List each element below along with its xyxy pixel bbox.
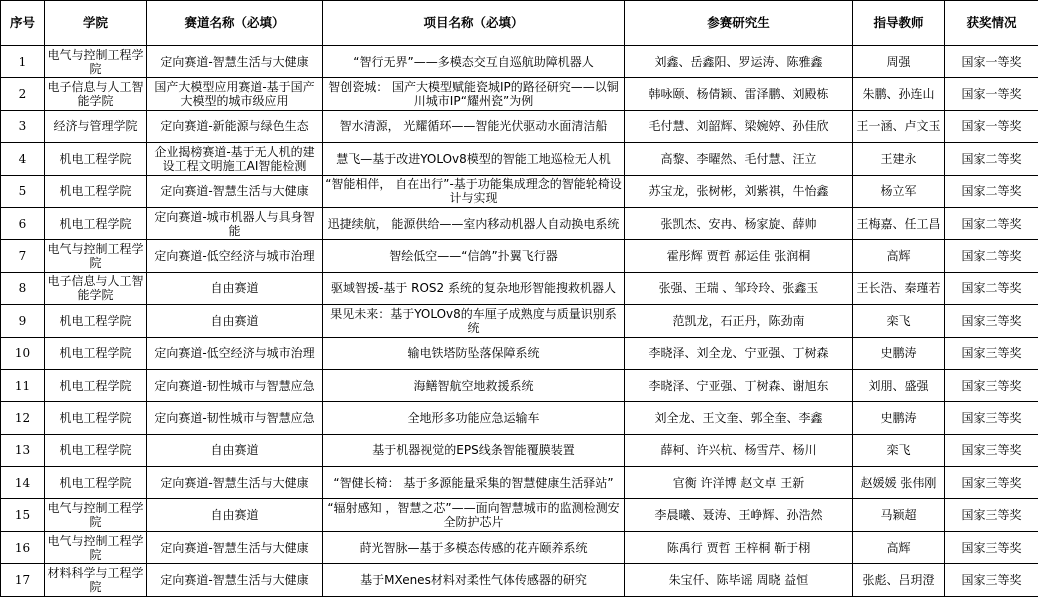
cell-project: 全地形多功能应急运输车 — [323, 402, 625, 434]
cell-track: 定向赛道-低空经济与城市治理 — [147, 337, 323, 369]
table-row — [1, 175, 1038, 207]
cell-award: 国家三等奖 — [945, 499, 1038, 531]
cell-project: 智绘低空——“信鸽”扑翼飞行器 — [323, 240, 625, 272]
cell-project: 驱域智援-基于 ROS2 系统的复杂地形智能搜救机器人 — [323, 272, 625, 304]
header-college: 学院 — [45, 1, 147, 46]
cell-advisor: 王建永 — [853, 143, 945, 175]
header-advisor: 指导教师 — [853, 1, 945, 46]
header-track: 赛道名称（必填） — [147, 1, 323, 46]
cell-track: 定向赛道-低空经济与城市治理 — [147, 240, 323, 272]
header-students: 参赛研究生 — [625, 1, 853, 46]
cell-no: 13 — [1, 434, 45, 466]
cell-no: 4 — [1, 143, 45, 175]
cell-no: 9 — [1, 305, 45, 337]
cell-project: 智水清源， 光耀循环——智能光伏驱动水面清洁船 — [323, 110, 625, 142]
cell-award: 国家三等奖 — [945, 531, 1038, 563]
cell-advisor: 赵媛媛 张伟刚 — [853, 467, 945, 499]
cell-advisor: 张彪、吕玥澄 — [853, 564, 945, 596]
cell-no: 5 — [1, 175, 45, 207]
cell-college: 机电工程学院 — [45, 434, 147, 466]
cell-college: 机电工程学院 — [45, 143, 147, 175]
cell-award: 国家三等奖 — [945, 564, 1038, 596]
cell-college: 电气与控制工程学院 — [45, 499, 147, 531]
cell-advisor: 王梅嘉、任工昌 — [853, 207, 945, 239]
cell-no: 11 — [1, 369, 45, 401]
cell-students: 张凯杰、安冉、杨家旋、薛帅 — [625, 207, 853, 239]
cell-award: 国家三等奖 — [945, 434, 1038, 466]
cell-award: 国家二等奖 — [945, 240, 1038, 272]
cell-award: 国家三等奖 — [945, 337, 1038, 369]
cell-track: 定向赛道-智慧生活与大健康 — [147, 564, 323, 596]
cell-advisor: 史鹏涛 — [853, 337, 945, 369]
cell-advisor: 杨立军 — [853, 175, 945, 207]
header-no: 序号 — [1, 1, 45, 46]
cell-no: 2 — [1, 78, 45, 110]
table-row — [1, 110, 1038, 142]
cell-advisor: 刘朋、盛强 — [853, 369, 945, 401]
cell-track: 定向赛道-智慧生活与大健康 — [147, 467, 323, 499]
cell-advisor: 周强 — [853, 46, 945, 78]
cell-project: “智行无界”——多模态交互自巡航助障机器人 — [323, 46, 625, 78]
cell-no: 12 — [1, 402, 45, 434]
cell-no: 7 — [1, 240, 45, 272]
table-row — [1, 46, 1038, 78]
cell-project: 海鳝智航空地救援系统 — [323, 369, 625, 401]
cell-track: 国产大模型应用赛道-基于国产大模型的城市级应用 — [147, 78, 323, 110]
cell-students: 李晨曦、聂涛、王峥辉、孙浩然 — [625, 499, 853, 531]
cell-no: 6 — [1, 207, 45, 239]
cell-award: 国家二等奖 — [945, 175, 1038, 207]
cell-students: 刘鑫、岳鑫阳、罗运涛、陈雅鑫 — [625, 46, 853, 78]
cell-students: 毛付慧、刘韶辉、梁婉婷、孙佳欣 — [625, 110, 853, 142]
cell-award: 国家一等奖 — [945, 78, 1038, 110]
header-award: 获奖情况 — [945, 1, 1038, 46]
cell-track: 定向赛道-智慧生活与大健康 — [147, 531, 323, 563]
cell-award: 国家一等奖 — [945, 46, 1038, 78]
table-row — [1, 402, 1038, 434]
table-row — [1, 499, 1038, 531]
cell-award: 国家一等奖 — [945, 110, 1038, 142]
cell-track: 自由赛道 — [147, 434, 323, 466]
cell-award: 国家二等奖 — [945, 143, 1038, 175]
cell-track: 自由赛道 — [147, 272, 323, 304]
cell-college: 电气与控制工程学院 — [45, 531, 147, 563]
cell-students: 张强、王瑞 、邹玲玲、张鑫玉 — [625, 272, 853, 304]
cell-no: 17 — [1, 564, 45, 596]
cell-students: 韩咏颐、杨倩颖、雷泽鹏、刘殿栋 — [625, 78, 853, 110]
cell-advisor: 高辉 — [853, 240, 945, 272]
cell-students: 薛柯、许兴杭、杨雪芹、杨川 — [625, 434, 853, 466]
cell-project: 果见未来：基于YOLOv8的车厘子成熟度与质量识别系统 — [323, 305, 625, 337]
table-row — [1, 467, 1038, 499]
cell-college: 机电工程学院 — [45, 369, 147, 401]
cell-no: 1 — [1, 46, 45, 78]
cell-college: 机电工程学院 — [45, 402, 147, 434]
cell-project: 迅捷续航， 能源供给——室内移动机器人自动换电系统 — [323, 207, 625, 239]
cell-students: 霍彤辉 贾哲 郝运佳 张润桐 — [625, 240, 853, 272]
cell-no: 8 — [1, 272, 45, 304]
cell-award: 国家三等奖 — [945, 369, 1038, 401]
cell-advisor: 栾飞 — [853, 305, 945, 337]
cell-track: 定向赛道-智慧生活与大健康 — [147, 175, 323, 207]
cell-college: 材料科学与工程学院 — [45, 564, 147, 596]
cell-college: 电子信息与人工智能学院 — [45, 272, 147, 304]
table-row — [1, 240, 1038, 272]
cell-award: 国家二等奖 — [945, 272, 1038, 304]
table-row — [1, 305, 1038, 337]
cell-advisor: 高辉 — [853, 531, 945, 563]
cell-track: 自由赛道 — [147, 499, 323, 531]
table-row — [1, 369, 1038, 401]
cell-advisor: 朱鹏、孙连山 — [853, 78, 945, 110]
cell-project: 输电铁塔防坠落保障系统 — [323, 337, 625, 369]
cell-track: 自由赛道 — [147, 305, 323, 337]
cell-no: 3 — [1, 110, 45, 142]
header-row — [1, 1, 1038, 46]
cell-project: 智创瓷城： 国产大模型赋能瓷城IP的路径研究——以铜川城市IP“耀州瓷”为例 — [323, 78, 625, 110]
cell-students: 李晓泽、宁亚强、丁树森、谢旭东 — [625, 369, 853, 401]
cell-track: 定向赛道-韧性城市与智慧应急 — [147, 369, 323, 401]
cell-no: 10 — [1, 337, 45, 369]
cell-college: 机电工程学院 — [45, 467, 147, 499]
cell-students: 苏宝龙，张树彬，刘紫祺，牛怡鑫 — [625, 175, 853, 207]
cell-college: 电气与控制工程学院 — [45, 46, 147, 78]
cell-students: 朱宝仟、陈毕谣 周晓 益恒 — [625, 564, 853, 596]
cell-award: 国家二等奖 — [945, 207, 1038, 239]
cell-students: 李晓泽、刘全龙、宁亚强、丁树森 — [625, 337, 853, 369]
cell-project: “智健长椅： 基于多源能量采集的智慧健康生活驿站” — [323, 467, 625, 499]
cell-college: 机电工程学院 — [45, 175, 147, 207]
cell-students: 官衡 许洋博 赵文卓 王新 — [625, 467, 853, 499]
cell-project: 基于机器视觉的EPS线条智能覆膜装置 — [323, 434, 625, 466]
table-row — [1, 78, 1038, 110]
cell-no: 14 — [1, 467, 45, 499]
table-row — [1, 531, 1038, 563]
cell-college: 机电工程学院 — [45, 337, 147, 369]
cell-project: 莳光智脉—基于多模态传感的花卉颐养系统 — [323, 531, 625, 563]
cell-college: 电子信息与人工智能学院 — [45, 78, 147, 110]
cell-project: “智能相伴， 自在出行”-基于功能集成理念的智能轮椅设计与实现 — [323, 175, 625, 207]
header-project: 项目名称（必填） — [323, 1, 625, 46]
cell-track: 企业揭榜赛道-基于无人机的建设工程文明施工AI智能检测 — [147, 143, 323, 175]
cell-advisor: 马颖超 — [853, 499, 945, 531]
cell-project: “辐射感知 ，智慧之芯”——面向智慧城市的监测检测安全防护芯片 — [323, 499, 625, 531]
cell-track: 定向赛道-韧性城市与智慧应急 — [147, 402, 323, 434]
cell-advisor: 栾飞 — [853, 434, 945, 466]
cell-project: 基于MXenes材料对柔性气体传感器的研究 — [323, 564, 625, 596]
table-body — [1, 46, 1038, 597]
cell-college: 电气与控制工程学院 — [45, 240, 147, 272]
cell-students: 陈禹行 贾哲 王梓桐 靳于栩 — [625, 531, 853, 563]
cell-students: 范凯龙，石正丹，陈劲南 — [625, 305, 853, 337]
cell-project: 慧飞—基于改进YOLOv8模型的智能工地巡检无人机 — [323, 143, 625, 175]
cell-college: 机电工程学院 — [45, 207, 147, 239]
cell-award: 国家三等奖 — [945, 305, 1038, 337]
cell-students: 刘全龙、王文奎、郭全奎、李鑫 — [625, 402, 853, 434]
cell-college: 机电工程学院 — [45, 305, 147, 337]
table-row — [1, 434, 1038, 466]
cell-advisor: 史鹏涛 — [853, 402, 945, 434]
cell-track: 定向赛道-新能源与绿色生态 — [147, 110, 323, 142]
cell-track: 定向赛道-城市机器人与具身智能 — [147, 207, 323, 239]
table-row — [1, 337, 1038, 369]
table-row — [1, 564, 1038, 596]
table-row — [1, 272, 1038, 304]
table-row — [1, 143, 1038, 175]
cell-track: 定向赛道-智慧生活与大健康 — [147, 46, 323, 78]
cell-no: 15 — [1, 499, 45, 531]
cell-advisor: 王长浩、秦瑾若 — [853, 272, 945, 304]
cell-award: 国家三等奖 — [945, 402, 1038, 434]
table-row — [1, 207, 1038, 239]
cell-award: 国家三等奖 — [945, 467, 1038, 499]
cell-no: 16 — [1, 531, 45, 563]
cell-advisor: 王一涵、卢文玉 — [853, 110, 945, 142]
cell-college: 经济与管理学院 — [45, 110, 147, 142]
cell-students: 高黎、李曜然、毛付慧、汪立 — [625, 143, 853, 175]
